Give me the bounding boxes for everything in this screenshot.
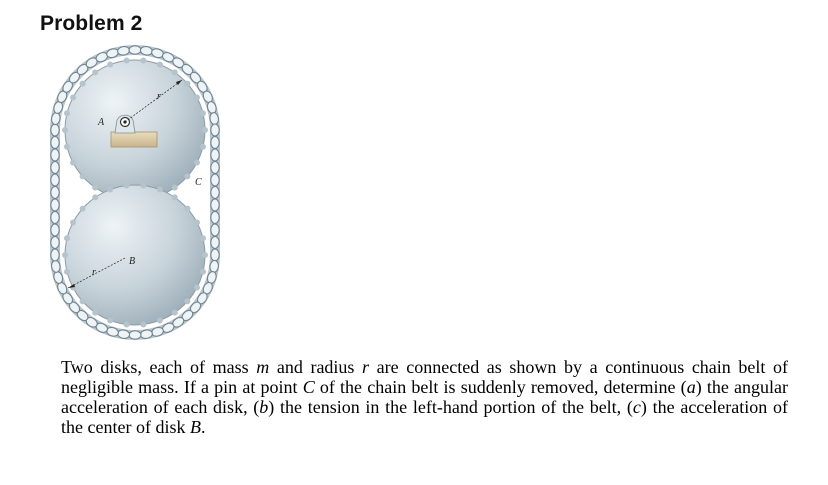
disk-tooth [140,183,146,189]
var-c: C [302,377,315,397]
problem-statement [61,357,788,437]
disk-tooth [107,187,113,193]
disk-tooth [62,127,68,133]
chain-link [51,149,59,161]
text-segment: ) the angular acceleration of each disk, ( [61,377,788,417]
chain-link [51,137,59,149]
chain-link [211,137,219,149]
chain-link [211,249,219,261]
part-a: a [686,377,696,397]
disk-tooth [107,62,113,68]
disk-tooth [184,206,190,212]
disk-tooth [172,194,178,200]
disk-tooth [80,173,86,179]
disk-tooth [92,194,98,200]
disk-tooth [184,81,190,87]
chain-link [211,187,219,199]
chain-link [211,124,219,136]
disk-a [62,58,208,203]
disk-tooth [157,187,163,193]
disk-b [62,183,208,328]
disk-tooth [124,322,130,328]
disk-tooth [80,298,86,304]
chain-link [51,212,59,224]
disk-tooth [194,285,200,291]
disk-tooth [200,110,206,116]
disk-tooth [92,185,98,191]
chain-link [51,224,59,236]
chain-link [211,199,219,211]
label-b: B [129,256,136,267]
disk-tooth [194,220,200,226]
disk-tooth [80,206,86,212]
chain-link [211,224,219,236]
disk-tooth [194,95,200,101]
chain-disk-figure [45,45,230,345]
disk-tooth [184,298,190,304]
disk-tooth [64,144,70,150]
problem-title: Problem 2 [40,12,143,35]
disk-tooth [70,160,76,166]
chain-link [51,124,59,136]
disk-tooth [202,252,208,258]
disk-tooth [157,318,163,324]
text-segment: are connected as shown by a continuous chain belt of negligible mass. If a pin at point [61,357,788,397]
disk-tooth [184,173,190,179]
label-c: C [195,177,202,188]
disk-tooth [194,160,200,166]
label-a: A [98,117,105,128]
chain-link [129,46,141,54]
chain-link [51,249,59,261]
text-segment: and radius [269,357,363,377]
part-b: b [259,397,269,417]
disk-tooth [92,69,98,75]
var-r: r [362,357,370,377]
disk-tooth [140,58,146,64]
chain-link [51,187,59,199]
chain-link [129,331,141,339]
disk-tooth [62,252,68,258]
chain-link [51,162,59,174]
chain-link [211,162,219,174]
disk-tooth [200,269,206,275]
chain-link [211,174,219,186]
text-segment: of the chain belt is suddenly removed, determine ( [314,377,687,397]
var-b: B [189,417,201,437]
disk-tooth [172,310,178,316]
chain-link [211,149,219,161]
disk-tooth [64,235,70,241]
disk-tooth [124,183,130,189]
chain-link [211,237,219,249]
disk-tooth [107,318,113,324]
disk-tooth [157,62,163,68]
disk-tooth [172,69,178,75]
disk-tooth [64,110,70,116]
disk-tooth [200,144,206,150]
disk-tooth [70,95,76,101]
var-m: m [256,357,270,377]
text-segment: . [200,417,206,437]
chain-link [211,212,219,224]
text-segment: ) the acceleration of the center of disk [61,397,788,437]
disk-tooth [172,185,178,191]
disk-tooth [70,220,76,226]
chain-link [51,174,59,186]
text-segment: ) the tension in the left-hand portion of the belt, ( [268,397,633,417]
chain-link [51,237,59,249]
disk-tooth [124,58,130,64]
disk-tooth [92,310,98,316]
disk-tooth [64,269,70,275]
chain-link [51,199,59,211]
disk-tooth [80,81,86,87]
text-segment: Two disks, each of mass [61,357,257,377]
disk-tooth [200,235,206,241]
disk-tooth [140,322,146,328]
part-c: c [632,397,641,417]
disk-tooth [202,127,208,133]
label-r-bottom: r [92,267,96,278]
label-r-top: r [157,91,161,102]
